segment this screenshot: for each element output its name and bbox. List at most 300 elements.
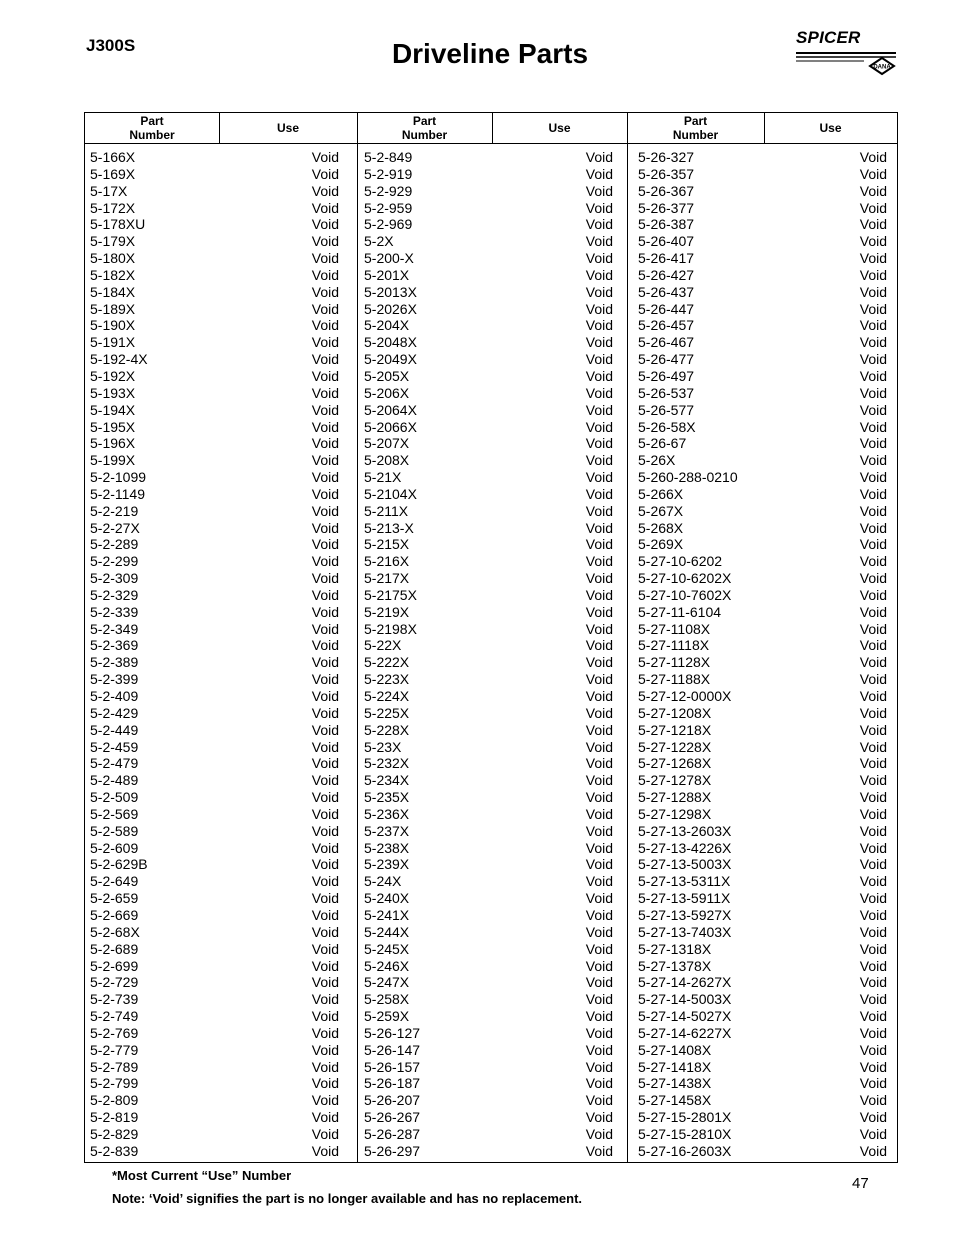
use-cell: Void: [859, 1109, 887, 1126]
part-number-cell: 5-2048X: [364, 334, 417, 351]
part-number-cell: 5-27-13-5311X: [638, 873, 731, 890]
table-row: [633, 1025, 887, 1042]
use-cell: Void: [585, 906, 613, 923]
table-row: [85, 974, 339, 991]
table-row: [359, 789, 613, 806]
part-number-cell: 5-2-449: [90, 721, 139, 738]
table-row: [359, 536, 613, 553]
part-number-cell: 5-27-1218X: [638, 721, 712, 738]
part-number-cell: 5-26-467: [638, 334, 695, 351]
use-cell: Void: [311, 1092, 339, 1109]
use-cell: Void: [311, 165, 339, 182]
part-number-cell: 5-27-12-0000X: [638, 688, 732, 704]
part-number-cell: 5-27-10-7602X: [638, 586, 732, 603]
part-number-cell: 5-2-839: [90, 1142, 139, 1159]
table-row: [359, 183, 613, 200]
use-cell: Void: [585, 1109, 613, 1126]
table-row: [359, 385, 613, 402]
table-row: [359, 806, 613, 823]
part-number-cell: 5-268X: [638, 519, 684, 536]
use-cell: Void: [585, 401, 613, 418]
use-cell: Void: [585, 1008, 613, 1025]
part-number-cell: 5-223X: [364, 671, 410, 688]
part-number-cell: 5-2-689: [90, 940, 139, 957]
part-number-cell: 5-2-369: [90, 637, 139, 654]
part-number-cell: 5-26X: [638, 452, 676, 469]
table-row: [85, 570, 339, 587]
part-number-cell: 5-236X: [364, 805, 410, 822]
use-cell: Void: [859, 957, 887, 974]
use-cell: Void: [311, 367, 339, 384]
table-row: [85, 1109, 339, 1126]
use-cell: Void: [311, 940, 339, 957]
part-number-cell: 5-26-207: [364, 1092, 421, 1109]
use-cell: Void: [311, 570, 339, 587]
table-row: [359, 570, 613, 587]
table-row: [85, 452, 339, 469]
part-number-cell: 5-224X: [364, 688, 410, 704]
part-number-cell: 5-27-14-2627X: [638, 974, 732, 991]
use-cell: Void: [859, 1142, 887, 1159]
part-number-cell: 5-241X: [364, 906, 410, 923]
part-number-cell: 5-2026X: [364, 300, 417, 317]
part-number-cell: 5-2-749: [90, 1008, 139, 1025]
part-number-cell: 5-2-339: [90, 603, 139, 620]
use-cell: Void: [585, 1092, 613, 1109]
part-number-cell: 5-26-147: [364, 1041, 421, 1058]
use-cell: Void: [585, 199, 613, 216]
use-cell: Void: [859, 873, 887, 890]
table-row: [633, 991, 887, 1008]
part-number-cell: 5-269X: [638, 536, 684, 553]
spicer-logo: [796, 28, 900, 78]
part-number-cell: 5-2064X: [364, 401, 417, 418]
part-number-cell: 5-178XU: [90, 216, 146, 233]
use-cell: Void: [859, 586, 887, 603]
part-number-cell: 5-199X: [90, 452, 136, 469]
part-number-cell: 5-2-349: [90, 620, 139, 637]
part-number-cell: 5-219X: [364, 603, 410, 620]
table-row: [633, 536, 887, 553]
use-cell: Void: [859, 704, 887, 721]
table-row: [633, 958, 887, 975]
use-cell: Void: [585, 384, 613, 401]
part-number-cell: 5-26-577: [638, 401, 695, 418]
table-row: [359, 1008, 613, 1025]
part-number-cell: 5-2-649: [90, 873, 139, 890]
table-row: [85, 688, 339, 705]
use-cell: Void: [859, 519, 887, 536]
use-cell: Void: [585, 586, 613, 603]
use-cell: Void: [311, 1075, 339, 1092]
part-number-cell: 5-258X: [364, 991, 410, 1008]
use-cell: Void: [311, 216, 339, 233]
use-cell: Void: [585, 890, 613, 907]
part-number-cell: 5-2-509: [90, 789, 139, 806]
use-cell: Void: [859, 536, 887, 553]
table-row: [85, 385, 339, 402]
use-cell: Void: [311, 1142, 339, 1159]
use-cell: Void: [311, 789, 339, 806]
part-number-cell: 5-225X: [364, 704, 410, 721]
part-number-cell: 5-215X: [364, 536, 410, 553]
part-number-cell: 5-2-309: [90, 570, 139, 587]
use-cell: Void: [585, 805, 613, 822]
use-cell: Void: [859, 435, 887, 452]
use-cell: Void: [311, 300, 339, 317]
part-number-cell: 5-195X: [90, 418, 136, 435]
use-cell: Void: [311, 553, 339, 570]
use-cell: Void: [585, 519, 613, 536]
table-row: [633, 974, 887, 991]
use-cell: Void: [585, 216, 613, 233]
table-row: [85, 671, 339, 688]
header-part-number-3: Part Number: [672, 114, 719, 142]
use-cell: Void: [859, 671, 887, 688]
use-cell: Void: [585, 367, 613, 384]
use-cell: Void: [311, 637, 339, 654]
table-row: [359, 469, 613, 486]
part-number-cell: 5-193X: [90, 384, 136, 401]
use-cell: Void: [585, 485, 613, 502]
table-row: [85, 284, 339, 301]
part-number-cell: 5-27-16-2603X: [638, 1142, 732, 1159]
part-number-cell: 5-2066X: [364, 418, 417, 435]
part-number-cell: 5-2-629B: [90, 856, 148, 873]
use-cell: Void: [311, 586, 339, 603]
table-row: [359, 958, 613, 975]
part-number-cell: 5-27-1128X: [638, 654, 711, 671]
use-cell: Void: [311, 536, 339, 553]
header-divider: [764, 113, 765, 143]
part-number-cell: 5-27-13-5911X: [638, 890, 731, 907]
use-cell: Void: [311, 721, 339, 738]
use-cell: Void: [859, 923, 887, 940]
part-number-cell: 5-27-13-5927X: [638, 906, 732, 923]
part-number-cell: 5-190X: [90, 317, 136, 334]
table-row: [85, 890, 339, 907]
use-cell: Void: [311, 199, 339, 216]
table-row: [85, 317, 339, 334]
part-number-cell: 5-27-1278X: [638, 772, 712, 789]
use-cell: Void: [859, 149, 887, 165]
use-cell: Void: [311, 401, 339, 418]
use-cell: Void: [859, 334, 887, 351]
column-divider: [627, 113, 628, 1162]
part-number-cell: 5-17X: [90, 182, 128, 199]
table-row: [359, 991, 613, 1008]
use-cell: Void: [585, 1058, 613, 1075]
part-number-cell: 5-239X: [364, 856, 410, 873]
table-row: [633, 671, 887, 688]
table-row: [85, 1059, 339, 1076]
part-number-cell: 5-27-13-4226X: [638, 839, 732, 856]
use-cell: Void: [585, 923, 613, 940]
part-number-cell: 5-2-1099: [90, 469, 147, 486]
table-row: [85, 301, 339, 318]
table-row: [633, 317, 887, 334]
part-number-cell: 5-27-1318X: [638, 940, 712, 957]
part-number-cell: 5-2-299: [90, 553, 139, 570]
table-row: [85, 587, 339, 604]
table-row: [359, 351, 613, 368]
table-row: [85, 958, 339, 975]
table-row: [85, 419, 339, 436]
table-header: [85, 113, 897, 144]
use-cell: Void: [311, 469, 339, 486]
use-cell: Void: [311, 738, 339, 755]
table-row: [633, 1075, 887, 1092]
part-number-cell: 5-27-1228X: [638, 738, 712, 755]
table-row: [633, 166, 887, 183]
table-row: [633, 806, 887, 823]
part-number-cell: 5-26-67: [638, 435, 687, 452]
use-cell: Void: [859, 250, 887, 267]
part-number-cell: 5-27-1268X: [638, 755, 712, 772]
table-row: [633, 890, 887, 907]
table-row: [633, 284, 887, 301]
use-cell: Void: [859, 1125, 887, 1142]
use-cell: Void: [585, 250, 613, 267]
table-row: [633, 402, 887, 419]
table-row: [359, 739, 613, 756]
use-cell: Void: [311, 1058, 339, 1075]
table-row: [359, 486, 613, 503]
doc-code: J300S: [86, 36, 136, 55]
use-cell: Void: [311, 890, 339, 907]
use-cell: Void: [311, 688, 339, 704]
use-cell: Void: [311, 856, 339, 873]
part-number-cell: 5-245X: [364, 940, 410, 957]
table-row: [359, 1109, 613, 1126]
part-number-cell: 5-2-809: [90, 1092, 139, 1109]
table-row: [85, 183, 339, 200]
table-row: [85, 200, 339, 217]
part-number-cell: 5-27-1438X: [638, 1075, 712, 1092]
use-cell: Void: [585, 553, 613, 570]
part-number-cell: 5-27-1288X: [638, 789, 712, 806]
parts-table: [84, 112, 898, 1163]
part-number-cell: 5-169X: [90, 165, 136, 182]
table-row: [85, 536, 339, 553]
use-cell: Void: [859, 805, 887, 822]
use-cell: Void: [585, 856, 613, 873]
table-row: [633, 1059, 887, 1076]
table-row: [633, 823, 887, 840]
table-row: [359, 587, 613, 604]
table-row: [633, 1042, 887, 1059]
table-row: [359, 1075, 613, 1092]
table-row: [359, 941, 613, 958]
part-number-cell: 5-235X: [364, 789, 410, 806]
use-cell: Void: [311, 452, 339, 469]
use-cell: Void: [585, 671, 613, 688]
part-number-cell: 5-21X: [364, 469, 402, 486]
use-cell: Void: [859, 233, 887, 250]
part-number-cell: 5-2-489: [90, 772, 139, 789]
table-row: [85, 520, 339, 537]
table-row: [85, 486, 339, 503]
parts-column-3: [633, 149, 887, 1160]
part-number-cell: 5-234X: [364, 772, 410, 789]
parts-column-2: [359, 149, 613, 1160]
column-divider: [357, 113, 358, 1162]
use-cell: Void: [585, 1024, 613, 1041]
table-row: [359, 823, 613, 840]
part-number-cell: 5-27-15-2801X: [638, 1109, 732, 1126]
use-cell: Void: [585, 317, 613, 334]
part-number-cell: 5-2-409: [90, 688, 139, 704]
use-cell: Void: [859, 755, 887, 772]
table-row: [359, 722, 613, 739]
use-cell: Void: [585, 839, 613, 856]
table-row: [85, 806, 339, 823]
table-row: [633, 486, 887, 503]
part-number-cell: 5-2-929: [364, 182, 413, 199]
part-number-cell: 5-237X: [364, 822, 410, 839]
table-row: [633, 755, 887, 772]
use-cell: Void: [311, 418, 339, 435]
use-cell: Void: [859, 890, 887, 907]
table-row: [85, 1075, 339, 1092]
use-cell: Void: [311, 485, 339, 502]
use-cell: Void: [859, 300, 887, 317]
use-cell: Void: [311, 1109, 339, 1126]
use-cell: Void: [859, 384, 887, 401]
use-cell: Void: [859, 1041, 887, 1058]
part-number-cell: 5-2-669: [90, 906, 139, 923]
use-cell: Void: [585, 283, 613, 300]
use-cell: Void: [859, 401, 887, 418]
part-number-cell: 5-27-1458X: [638, 1092, 712, 1109]
use-cell: Void: [859, 182, 887, 199]
table-row: [359, 334, 613, 351]
part-number-cell: 5-2-849: [364, 149, 413, 165]
part-number-cell: 5-216X: [364, 553, 410, 570]
table-row: [633, 739, 887, 756]
part-number-cell: 5-26-497: [638, 367, 695, 384]
use-cell: Void: [859, 570, 887, 587]
part-number-cell: 5-27-14-5027X: [638, 1008, 732, 1025]
table-row: [85, 250, 339, 267]
table-row: [359, 890, 613, 907]
part-number-cell: 5-2-729: [90, 974, 139, 991]
part-number-cell: 5-27-10-6202X: [638, 570, 732, 587]
use-cell: Void: [311, 654, 339, 671]
part-number-cell: 5-2-569: [90, 805, 139, 822]
header-part-number-1: Part Number: [129, 114, 175, 142]
table-row: [633, 233, 887, 250]
table-row: [359, 856, 613, 873]
part-number-cell: 5-27-15-2810X: [638, 1125, 732, 1142]
part-number-cell: 5-27-13-5003X: [638, 856, 732, 873]
part-number-cell: 5-2-959: [364, 199, 413, 216]
part-number-cell: 5-27-13-7403X: [638, 923, 732, 940]
part-number-cell: 5-189X: [90, 300, 136, 317]
part-number-cell: 5-24X: [364, 873, 402, 890]
part-number-cell: 5-228X: [364, 721, 410, 738]
part-number-cell: 5-2-799: [90, 1075, 139, 1092]
use-cell: Void: [585, 351, 613, 368]
table-row: [85, 840, 339, 857]
use-cell: Void: [859, 266, 887, 283]
part-number-cell: 5-192-4X: [90, 351, 148, 368]
part-number-cell: 5-2-399: [90, 671, 139, 688]
use-cell: Void: [859, 1008, 887, 1025]
table-row: [85, 856, 339, 873]
table-row: [633, 873, 887, 890]
part-number-cell: 5-22X: [364, 637, 402, 654]
use-cell: Void: [859, 940, 887, 957]
table-row: [633, 705, 887, 722]
use-cell: Void: [311, 620, 339, 637]
part-number-cell: 5-2049X: [364, 351, 417, 368]
table-row: [85, 823, 339, 840]
use-cell: Void: [311, 351, 339, 368]
part-number-cell: 5-2-589: [90, 822, 139, 839]
table-row: [359, 840, 613, 857]
table-row: [85, 435, 339, 452]
use-cell: Void: [311, 974, 339, 991]
table-row: [85, 402, 339, 419]
table-row: [85, 789, 339, 806]
table-row: [633, 149, 887, 166]
footnote-void: Note: ‘Void’ signifies the part is no longer available and has no replacement.: [112, 1191, 583, 1206]
part-number-cell: 5-2175X: [364, 586, 417, 603]
part-number-cell: 5-2-789: [90, 1058, 139, 1075]
use-cell: Void: [311, 822, 339, 839]
part-number-cell: 5-26-387: [638, 216, 695, 233]
table-row: [359, 216, 613, 233]
part-number-cell: 5-246X: [364, 957, 410, 974]
part-number-cell: 5-26-377: [638, 199, 695, 216]
use-cell: Void: [585, 974, 613, 991]
table-row: [359, 520, 613, 537]
use-cell: Void: [859, 688, 887, 704]
part-number-cell: 5-27-1118X: [638, 637, 710, 654]
part-number-cell: 5-26-457: [638, 317, 695, 334]
table-row: [85, 755, 339, 772]
part-number-cell: 5-2-429: [90, 704, 139, 721]
header-use-2: Use: [548, 121, 571, 135]
table-row: [85, 351, 339, 368]
table-row: [359, 301, 613, 318]
use-cell: Void: [311, 266, 339, 283]
use-cell: Void: [311, 704, 339, 721]
table-row: [85, 149, 339, 166]
part-number-cell: 5-2-609: [90, 839, 139, 856]
use-cell: Void: [585, 721, 613, 738]
use-cell: Void: [859, 1024, 887, 1041]
use-cell: Void: [859, 789, 887, 806]
use-cell: Void: [585, 637, 613, 654]
table-row: [85, 1025, 339, 1042]
use-cell: Void: [859, 216, 887, 233]
use-cell: Void: [585, 334, 613, 351]
part-number-cell: 5-259X: [364, 1008, 410, 1025]
header-use-3: Use: [819, 121, 842, 135]
table-row: [359, 317, 613, 334]
table-row: [633, 604, 887, 621]
table-row: [633, 385, 887, 402]
table-row: [359, 200, 613, 217]
part-number-cell: 5-166X: [90, 149, 136, 165]
part-number-cell: 5-266X: [638, 485, 684, 502]
use-cell: Void: [859, 165, 887, 182]
use-cell: Void: [311, 772, 339, 789]
use-cell: Void: [585, 502, 613, 519]
part-number-cell: 5-194X: [90, 401, 136, 418]
